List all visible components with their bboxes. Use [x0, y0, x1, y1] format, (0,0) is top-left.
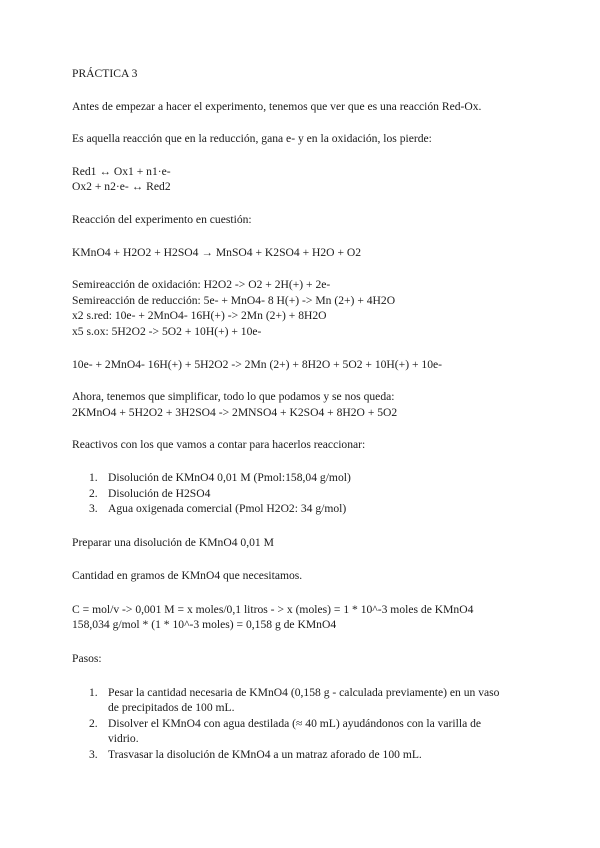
spacer [72, 260, 542, 277]
half-reaction-line: x5 s.ox: 5H2O2 -> 5O2 + 10H(+) + 10e- [72, 324, 262, 338]
reaction-equation: KMnO4 + H2O2 + H2SO4 → MnSO4 + K2SO4 + H2O + O2 [72, 245, 362, 259]
list-item-number: 3. [89, 748, 98, 762]
list-item-text: Disolver el KMnO4 con agua destilada (≈ 40 mL) ayudándonos con la varilla de vidrio. [108, 716, 482, 746]
spacer [72, 584, 542, 602]
list-item [72, 716, 542, 747]
list-item-text: Pesar la cantidad necesaria de KMnO4 (0,158 g - calculada previamente) en un vaso de precipitados de 100 mL. [108, 685, 500, 715]
spacer [72, 228, 542, 245]
spacer [72, 147, 542, 164]
definition-paragraph: Es aquella reacción que en la reducción, gana e- y en la oxidación, los pierde: [72, 132, 432, 146]
list-item-number: 2. [89, 716, 98, 730]
half-reaction-line: x2 s.red: 10e- + 2MnO4- 16H(+) -> 2Mn (2+) + 8H2O [72, 309, 327, 323]
simplify-intro: Ahora, tenemos que simplificar, todo lo que podamos y se nos queda: [72, 390, 395, 404]
list-item [72, 747, 542, 763]
list-item [72, 470, 542, 486]
list-item [72, 501, 542, 517]
list-item-number: 3. [89, 502, 98, 516]
redox-general-line: Red1 ↔ Ox1 + n1·e- [72, 164, 171, 178]
redox-general-line: Ox2 + n2·e- ↔ Red2 [72, 180, 171, 194]
reaction-heading: Reacción del experimento en cuestión: [72, 212, 252, 226]
spacer [72, 372, 542, 389]
spacer [72, 550, 542, 568]
list-item [72, 486, 542, 502]
list-item-text: Trasvasar la disolución de KMnO4 a un matraz aforado de 100 mL. [108, 748, 422, 762]
steps-heading: Pasos: [72, 652, 102, 666]
reagents-heading: Reactivos con los que vamos a contar para hacerlos reaccionar: [72, 438, 366, 452]
list-item-number: 1. [89, 685, 98, 699]
list-item-number: 2. [89, 486, 98, 500]
spacer [72, 340, 542, 357]
half-reaction-line: Semireacción de reducción: 5e- + MnO4- 8 H(+) -> Mn (2+) + 4H2O [72, 293, 396, 307]
half-reaction-line: Semireacción de oxidación: H2O2 -> O2 + 2H(+) + 2e- [72, 278, 331, 292]
reagents-list [72, 470, 542, 517]
calculation-line: 158,034 g/mol * (1 * 10^-3 moles) = 0,158 g de KMnO4 [72, 618, 337, 632]
document-title: PRÁCTICA 3 [72, 67, 138, 80]
document-page [72, 66, 542, 763]
list-item-text: Disolución de KMnO4 0,01 M (Pmol:158,04 g/mol) [108, 470, 351, 484]
spacer [72, 420, 542, 437]
spacer [72, 114, 542, 131]
list-item-text: Disolución de H2SO4 [108, 486, 211, 500]
calculation-line: C = mol/v -> 0,001 M = x moles/0,1 litros - > x (moles) = 1 * 10^-3 moles de KMnO4 [72, 602, 474, 616]
spacer [72, 82, 542, 99]
spacer [72, 633, 542, 651]
spacer [72, 517, 542, 535]
spacer [72, 667, 542, 685]
combined-equation: 10e- + 2MnO4- 16H(+) + 5H2O2 -> 2Mn (2+) + 8H2O + 5O2 + 10H(+) + 10e- [72, 357, 442, 371]
spacer [72, 453, 542, 470]
list-item-text: Agua oxigenada comercial (Pmol H2O2: 34 g/mol) [108, 502, 347, 516]
list-item [72, 685, 542, 716]
spacer [72, 195, 542, 212]
simplified-equation: 2KMnO4 + 5H2O2 + 3H2SO4 -> 2MNSO4 + K2SO4 + 8H2O + 5O2 [72, 405, 398, 419]
prepare-heading: Preparar una disolución de KMnO4 0,01 M [72, 535, 274, 549]
steps-list [72, 685, 542, 763]
grams-heading: Cantidad en gramos de KMnO4 que necesitamos. [72, 569, 303, 583]
intro-paragraph: Antes de empezar a hacer el experimento, tenemos que ver que es una reacción Red-Ox. [72, 99, 482, 113]
list-item-number: 1. [89, 470, 98, 484]
